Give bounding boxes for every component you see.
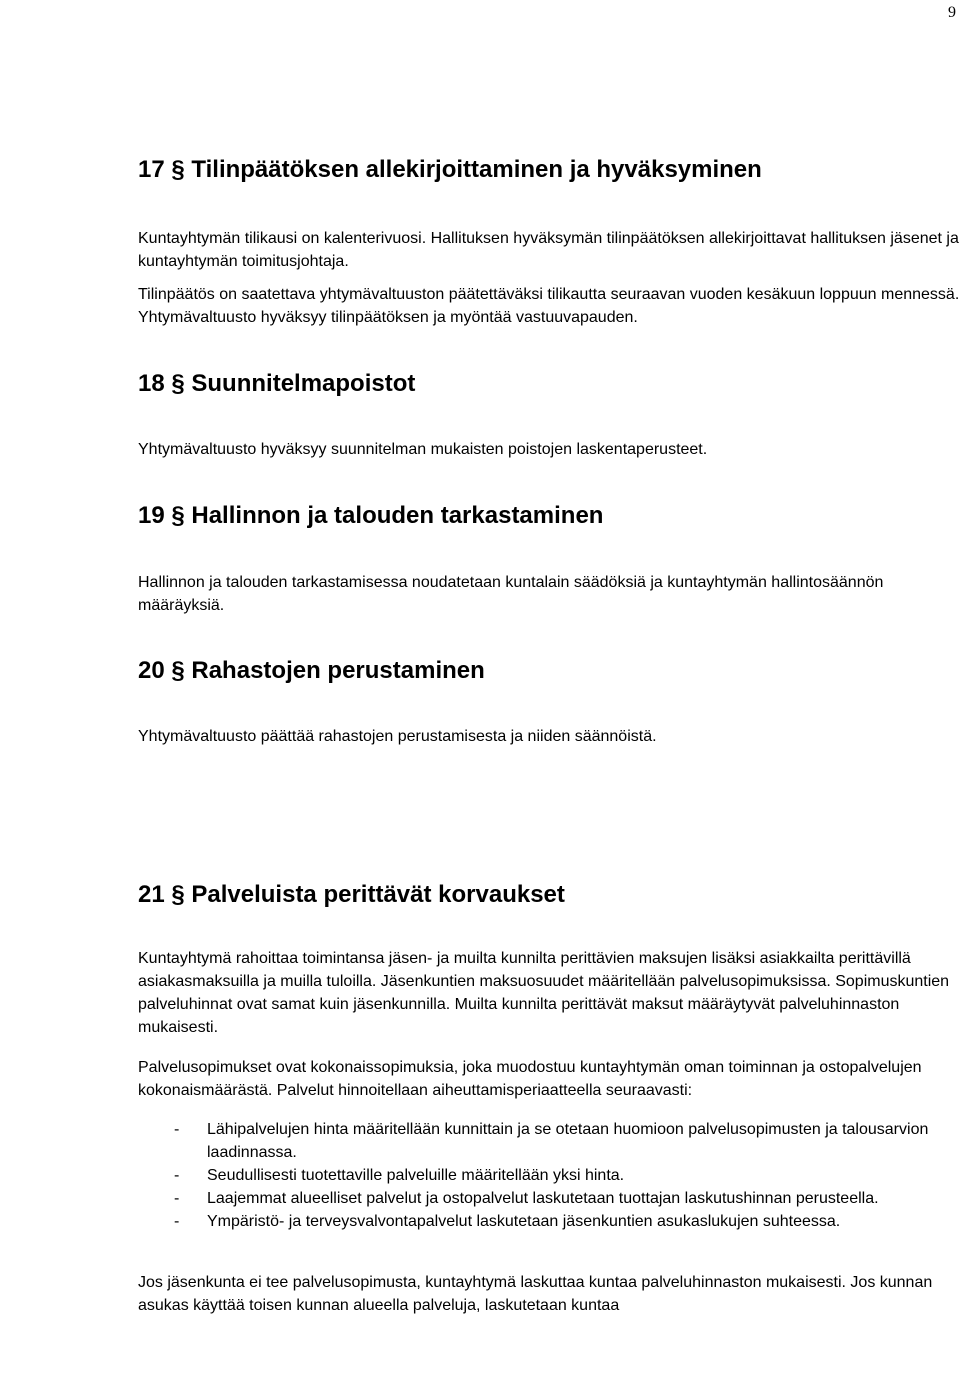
- list-dash: -: [174, 1190, 180, 1207]
- section-18-heading: 18 § Suunnitelmapoistot: [138, 370, 416, 397]
- document-body: [138, 158, 960, 1317]
- section-20-heading: 20 § Rahastojen perustaminen: [138, 657, 485, 684]
- list-item: [138, 1164, 960, 1187]
- section-17-paragraph-2: Tilinpäätös on saatettava yhtymävaltuuston päätettäväksi tilikautta seuraavan vuoden kesäkuun loppuun mennessä. Yhtymävaltuusto hyväksyy tilinpäätöksen ja myöntää vastuuvapauden.: [138, 286, 960, 326]
- list-dash: -: [174, 1121, 180, 1138]
- section-17-paragraph-1: Kuntayhtymän tilikausi on kalenterivuosi. Hallituksen hyväksymän tilinpäätöksen allekirjoittavat hallituksen jäsenet ja kuntayhtymän toimitusjohtaja.: [138, 230, 959, 270]
- section-21-paragraph-3: Jos jäsenkunta ei tee palvelusopimusta, kuntayhtymä laskuttaa kuntaa palveluhinnaston mukaisesti. Jos kunnan asukas käyttää toisen kunnan alueella palveluja, laskutetaan kuntaa: [138, 1274, 933, 1314]
- section-18-paragraph-1: Yhtymävaltuusto hyväksyy suunnitelman mukaisten poistojen laskentaperusteet.: [138, 441, 708, 458]
- section-20-paragraph-1: Yhtymävaltuusto päättää rahastojen perustamisesta ja niiden säännöistä.: [138, 728, 657, 745]
- list-item-text: Laajemmat alueelliset palvelut ja ostopalvelut laskutetaan tuottajan laskutushinnan perusteella.: [207, 1190, 879, 1207]
- section-19-heading: 19 § Hallinnon ja talouden tarkastaminen: [138, 502, 604, 529]
- list-item: [138, 1210, 960, 1233]
- list-item-text: Lähipalvelujen hinta määritellään kunnittain ja se otetaan huomioon palvelusopimusten ja talousarvion laadinnassa.: [207, 1121, 929, 1161]
- list-item: [138, 1187, 960, 1210]
- list-dash: -: [174, 1213, 180, 1230]
- section-21-heading: 21 § Palveluista perittävät korvaukset: [138, 881, 565, 908]
- section-17-heading: 17 § Tilinpäätöksen allekirjoittaminen ja hyväksyminen: [138, 156, 762, 183]
- section-21-paragraph-1: Kuntayhtymä rahoittaa toimintansa jäsen- ja muilta kunnilta perittävien maksujen lisäksi asiakkailta perittävillä asiakasmaksuilla ja muilla tuloilla. Jäsenkuntien maksuosuudet määritellään palvelusopimuksissa. Sopimuskuntien palveluhinnat ovat samat kuin jäsenkunnilla. Muilta kunnilta perittävät maksut määräytyvät palveluhinnaston mukaisesti.: [138, 950, 950, 1036]
- section-21-paragraph-2: Palvelusopimukset ovat kokonaissopimuksia, joka muodostuu kuntayhtymän oman toiminnan ja ostopalvelujen kokonaismäärästä. Palvelut hinnoitellaan aiheuttamisperiaatteella seuraavasti:: [138, 1059, 922, 1099]
- list-item-text: Seudullisesti tuotettaville palveluille määritellään yksi hinta.: [207, 1167, 625, 1184]
- list-item-text: Ympäristö- ja terveysvalvontapalvelut laskutetaan jäsenkuntien asukaslukujen suhteessa.: [207, 1213, 841, 1230]
- list-item: [138, 1118, 960, 1164]
- page-number: 9: [948, 4, 956, 21]
- list-dash: -: [174, 1167, 180, 1184]
- section-19-paragraph-1: Hallinnon ja talouden tarkastamisessa noudatetaan kuntalain säädöksiä ja kuntayhtymän hallintosäännön määräyksiä.: [138, 574, 884, 614]
- pricing-list: [138, 1118, 960, 1233]
